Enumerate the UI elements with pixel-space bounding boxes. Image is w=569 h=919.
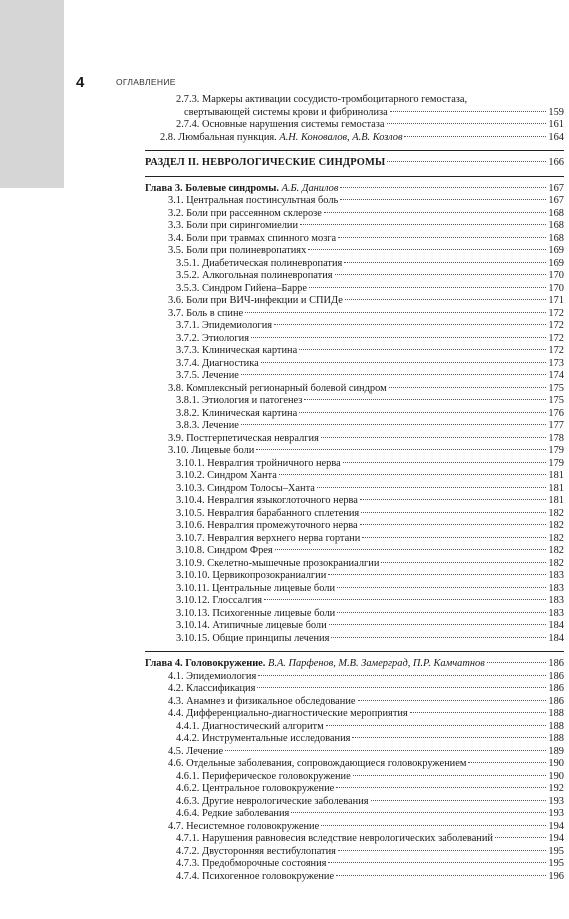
page-ref: 179 — [548, 457, 564, 469]
toc-entry-title: 4.2. Классификация — [168, 683, 256, 694]
page-ref: 164 — [548, 131, 564, 143]
page-ref: 172 — [548, 332, 564, 344]
running-head: ОГЛАВЛЕНИЕ — [116, 77, 176, 87]
authors: А.Н. Коновалов, А.В. Козлов — [279, 131, 403, 143]
toc-entry-title: 3.5. Боли при полиневропатиях — [168, 245, 307, 256]
leader-dots — [387, 123, 547, 124]
leader-dots — [258, 675, 546, 676]
page-ref: 183 — [548, 570, 564, 581]
toc-entry-title: 4.6.4. Редкие заболевания — [176, 808, 290, 819]
toc-entry[interactable] — [0, 533, 564, 546]
toc-entry[interactable] — [0, 608, 564, 621]
toc-entry-title: 3.10.5. Невралгия барабанного сплетения — [176, 507, 360, 519]
leader-dots — [387, 161, 546, 162]
leader-dots — [360, 524, 547, 525]
leader-dots — [274, 324, 546, 325]
toc-entry-title: 4.6. Отдельные заболевания, сопровождающиеся головокружением — [168, 758, 467, 769]
leader-dots — [241, 424, 547, 425]
toc-entry[interactable] — [0, 408, 564, 421]
toc-entry[interactable] — [0, 483, 564, 496]
page-ref: 190 — [548, 758, 564, 769]
toc-entry[interactable] — [0, 258, 564, 271]
page-ref: 183 — [548, 595, 564, 606]
toc-entry[interactable] — [0, 833, 564, 846]
toc-entry[interactable]: 2.8. Люмбальная пункция. А.Н. Коновалов, А.В. Козлов 164 — [160, 131, 564, 143]
toc-entry-title: 4.5. Лечение — [168, 745, 224, 757]
toc-entry-title: 3.4. Боли при травмах спинного мозга — [168, 232, 337, 244]
toc-entry[interactable] — [0, 320, 564, 333]
leader-dots — [344, 262, 546, 263]
leader-dots — [257, 687, 546, 688]
toc-entry-title: 3.10. Лицевые боли — [168, 445, 255, 456]
toc-entry-title: 3.8.2. Клиническая картина — [176, 407, 298, 419]
page-ref: 186 — [548, 658, 564, 669]
leader-dots — [338, 237, 546, 238]
page-ref: 169 — [548, 257, 564, 269]
toc-entry-title: 4.7.3. Предобморочные состояния — [176, 858, 327, 869]
toc-entry[interactable] — [0, 245, 564, 258]
page-ref: 188 — [548, 720, 564, 732]
toc-entry[interactable]: 2.7.3. Маркеры активации сосудисто-тромбоцитарного гемостаза, свертывающей системы крови и фибринолиза 159 — [176, 94, 564, 118]
leader-dots — [275, 549, 547, 550]
leader-dots — [361, 512, 546, 513]
leader-dots — [308, 249, 546, 250]
toc-entry-title: 3.5.1. Диабетическая полиневропатия — [176, 257, 343, 269]
toc-chapter-3[interactable]: Глава 3. Болевые синдромы. А.Б. Данилов 167 — [145, 182, 564, 194]
leader-dots — [328, 862, 546, 863]
leader-dots — [329, 624, 547, 625]
toc-entry[interactable] — [0, 270, 564, 283]
toc-entry[interactable] — [0, 358, 564, 371]
leader-dots — [338, 850, 546, 851]
toc-entry-title: 3.10.14. Атипичные лицевые боли — [176, 620, 327, 631]
toc-entry[interactable] — [0, 671, 564, 684]
leader-dots — [300, 224, 546, 225]
page-ref: 161 — [548, 119, 564, 130]
leader-dots — [340, 199, 546, 200]
toc-entry-title: 3.1. Центральная постинсультная боль — [168, 195, 339, 206]
page-ref: 181 — [548, 495, 564, 506]
leader-dots — [309, 287, 546, 288]
leader-dots — [360, 499, 547, 500]
toc-entry[interactable] — [0, 796, 564, 809]
leader-dots — [241, 374, 547, 375]
toc-section-2[interactable]: РАЗДЕЛ II. НЕВРОЛОГИЧЕСКИЕ СИНДРОМЫ 166 — [145, 157, 564, 168]
toc-entry-title: 4.4.1. Диагностический алгоритм — [176, 720, 324, 732]
leader-dots — [381, 562, 546, 563]
toc-entry-title: 4.7.1. Нарушения равновесия вследствие неврологических заболеваний — [176, 833, 493, 844]
page-ref: 169 — [548, 245, 564, 256]
leader-dots — [404, 136, 546, 137]
chapter-4-entries — [0, 671, 569, 884]
toc-entry-title: 3.8.1. Этиология и патогенез — [176, 395, 303, 406]
toc-entry-title: 3.10.15. Общие принципы лечения — [176, 632, 330, 644]
toc-entry[interactable] — [0, 708, 564, 721]
authors: А.Б. Данилов — [281, 182, 339, 194]
leader-dots — [335, 274, 547, 275]
page-ref: 194 — [548, 833, 564, 844]
toc-entry[interactable] — [0, 208, 564, 221]
toc-entry[interactable] — [0, 570, 564, 583]
leader-dots — [245, 312, 546, 313]
page-ref: 178 — [548, 432, 564, 444]
page-ref: 172 — [548, 307, 564, 319]
toc-entry-title: 3.10.12. Глоссалгия — [176, 595, 263, 606]
page-ref: 182 — [548, 545, 564, 556]
page-ref: 182 — [548, 532, 564, 544]
leader-dots — [317, 487, 547, 488]
leader-dots — [336, 787, 546, 788]
toc-entry[interactable] — [0, 558, 564, 571]
toc-entry[interactable] — [0, 283, 564, 296]
toc-entry-title: 3.10.10. Цервикопрозокраниалгии — [176, 570, 327, 581]
toc-entry-title: 3.7.4. Диагностика — [176, 357, 259, 369]
page-ref: 195 — [548, 858, 564, 869]
page-ref: 168 — [548, 220, 564, 231]
toc-entry[interactable] — [0, 858, 564, 871]
toc-entry[interactable] — [0, 733, 564, 746]
toc-entry[interactable] — [0, 420, 564, 433]
toc-entry[interactable] — [0, 620, 564, 633]
toc-entry[interactable] — [0, 520, 564, 533]
leader-dots — [328, 574, 546, 575]
page-ref: 172 — [548, 345, 564, 356]
toc-entry[interactable] — [0, 195, 564, 208]
leader-dots — [468, 762, 546, 763]
toc-entry[interactable] — [0, 771, 564, 784]
leader-dots — [343, 462, 547, 463]
page-ref: 174 — [548, 370, 564, 381]
toc-entry-title: 3.8.3. Лечение — [176, 420, 239, 431]
page-ref: 184 — [548, 632, 564, 644]
chapter-3-entries — [0, 195, 569, 645]
toc-entry-title: 3.5.3. Синдром Гийена–Барре — [176, 282, 307, 294]
toc-entry[interactable] — [0, 470, 564, 483]
leader-dots — [390, 111, 547, 112]
page-ref: 188 — [548, 708, 564, 719]
toc-entry-title: 3.7.2. Этиология — [176, 332, 249, 344]
toc-entry-title: 4.7.4. Психогенное головокружение — [176, 870, 335, 882]
toc-entry-title: 3.10.8. Синдром Фрея — [176, 545, 273, 556]
page-ref: 170 — [548, 282, 564, 294]
page-ref: 173 — [548, 357, 564, 369]
toc-entry-title: 3.3. Боли при сирингомиелии — [168, 220, 299, 231]
toc-entry-title: 3.9. Постгерпетическая невралгия — [168, 432, 319, 444]
toc-entry[interactable] — [0, 783, 564, 796]
page-ref: 177 — [548, 420, 564, 431]
page-ref: 183 — [548, 607, 564, 619]
leader-dots — [353, 775, 547, 776]
page-ref: 175 — [548, 382, 564, 394]
leader-dots — [321, 825, 546, 826]
toc-entry-title: 3.6. Боли при ВИЧ-инфекции и СПИДе — [168, 295, 343, 306]
leader-dots — [225, 750, 546, 751]
leader-dots — [362, 537, 546, 538]
toc-entry-title: 4.7.2. Двусторонняя вестибулопатия — [176, 845, 336, 857]
leader-dots — [324, 212, 547, 213]
page-ref: 166 — [548, 157, 564, 168]
toc-entry[interactable] — [0, 220, 564, 233]
page-ref: 192 — [548, 783, 564, 794]
leader-dots — [487, 662, 547, 663]
toc-entry-title: 4.1. Эпидемиология — [168, 670, 257, 682]
toc-entry-title: 3.10.9. Скелетно-мышечные прозокраниалгии — [176, 557, 380, 569]
leader-dots — [299, 412, 546, 413]
toc-entry[interactable] — [0, 821, 564, 834]
page-ref: 193 — [548, 808, 564, 819]
leader-dots — [358, 700, 547, 701]
leader-dots — [389, 387, 547, 388]
toc-entry[interactable] — [0, 395, 564, 408]
leader-dots — [337, 587, 546, 588]
page-ref: 170 — [548, 270, 564, 281]
page-ref: 182 — [548, 520, 564, 531]
toc-entry-title: 3.7. Боль в спине — [168, 307, 244, 319]
toc-entry[interactable] — [0, 871, 564, 884]
page-ref: 172 — [548, 320, 564, 331]
leader-dots — [326, 725, 547, 726]
leader-dots — [264, 599, 546, 600]
leader-dots — [291, 812, 546, 813]
page-ref: 186 — [548, 670, 564, 682]
page-ref: 188 — [548, 733, 564, 744]
toc-entry-title: 4.4.2. Инструментальные исследования — [176, 733, 351, 744]
page-ref: 167 — [548, 182, 564, 194]
page-ref: 168 — [548, 232, 564, 244]
leader-dots — [331, 637, 546, 638]
toc-entry[interactable] — [0, 458, 564, 471]
table-of-contents — [0, 94, 569, 883]
toc-entry[interactable] — [0, 746, 564, 759]
leader-dots — [256, 449, 546, 450]
toc-entry[interactable] — [0, 370, 564, 383]
leader-dots — [371, 800, 547, 801]
toc-entry-title: 3.10.2. Синдром Ханта — [176, 470, 277, 481]
toc-entry-title: 3.7.1. Эпидемиология — [176, 320, 273, 331]
toc-entry-title: 4.4. Дифференциально-диагностические мероприятия — [168, 708, 408, 719]
page-ref: 176 — [548, 407, 564, 419]
toc-entry-title: 4.6.3. Другие неврологические заболевания — [176, 795, 369, 807]
leader-dots — [261, 362, 547, 363]
page-ref: 195 — [548, 845, 564, 857]
page-ref: 171 — [548, 295, 564, 306]
toc-entry[interactable] — [0, 595, 564, 608]
page-ref: 167 — [548, 195, 564, 206]
toc-entry[interactable] — [0, 295, 564, 308]
toc-entry-title: 3.5.2. Алкогольная полиневропатия — [176, 270, 333, 281]
page-ref: 182 — [548, 507, 564, 519]
toc-entry[interactable] — [0, 308, 564, 321]
toc-entry-title: 4.7. Несистемное головокружение — [168, 820, 320, 832]
toc-entry-title: 3.7.5. Лечение — [176, 370, 239, 381]
leader-dots — [337, 612, 546, 613]
leader-dots — [304, 399, 546, 400]
toc-entry[interactable] — [0, 721, 564, 734]
page-ref: 189 — [548, 745, 564, 757]
page-ref: 181 — [548, 482, 564, 494]
leader-dots — [495, 837, 546, 838]
leader-dots — [251, 337, 546, 338]
page-ref: 175 — [548, 395, 564, 406]
page-ref: 194 — [548, 820, 564, 832]
toc-entry[interactable] — [0, 495, 564, 508]
toc-entry-title: 3.10.13. Психогенные лицевые боли — [176, 607, 336, 619]
toc-chapter-4[interactable]: Глава 4. Головокружение. В.А. Парфенов, М.В. Замерград, П.Р. Камчатнов 186 — [145, 658, 564, 669]
toc-entry[interactable] — [0, 633, 564, 646]
toc-entry[interactable] — [0, 545, 564, 558]
toc-entry-title: 3.7.3. Клиническая картина — [176, 345, 298, 356]
authors: В.А. Парфенов, М.В. Замерград, П.Р. Камчатнов — [268, 658, 485, 669]
toc-entry-title: 3.8. Комплексный регионарный болевой синдром — [168, 382, 387, 394]
leader-dots — [321, 437, 547, 438]
toc-entry[interactable] — [0, 683, 564, 696]
leader-dots — [345, 299, 547, 300]
toc-entry-title: 3.10.11. Центральные лицевые боли — [176, 582, 336, 594]
toc-entry[interactable] — [0, 583, 564, 596]
page-ref: 182 — [548, 557, 564, 569]
page-ref: 196 — [548, 870, 564, 882]
toc-entry[interactable] — [0, 846, 564, 859]
toc-entry[interactable] — [0, 345, 564, 358]
toc-entry-title: 4.6.2. Центральное головокружение — [176, 783, 335, 794]
leader-dots — [352, 737, 546, 738]
toc-entry[interactable] — [0, 233, 564, 246]
toc-entry[interactable]: 2.7.4. Основные нарушения системы гемостаза 161 — [176, 119, 564, 130]
page-ref: 186 — [548, 695, 564, 707]
toc-entry-title: 3.2. Боли при рассеянном склерозе — [168, 207, 322, 219]
toc-entry-title: 3.10.1. Невралгия тройничного нерва — [176, 457, 341, 469]
toc-entry-title: 4.3. Анамнез и физикальное обследование — [168, 695, 356, 707]
toc-entry[interactable] — [0, 758, 564, 771]
leader-dots — [340, 187, 546, 188]
toc-entry[interactable] — [0, 383, 564, 396]
toc-entry[interactable] — [0, 445, 564, 458]
page-ref: 186 — [548, 683, 564, 694]
page-ref: 181 — [548, 470, 564, 481]
toc-entry[interactable] — [0, 333, 564, 346]
leader-dots — [410, 712, 547, 713]
toc-entry[interactable] — [0, 696, 564, 709]
page-ref: 184 — [548, 620, 564, 631]
page-ref: 183 — [548, 582, 564, 594]
page-ref: 159 — [548, 106, 564, 118]
toc-entry[interactable] — [0, 433, 564, 446]
toc-entry[interactable] — [0, 808, 564, 821]
page-number: 4 — [76, 74, 85, 91]
toc-entry[interactable] — [0, 508, 564, 521]
toc-entry-title: 3.10.4. Невралгия языкоглоточного нерва — [176, 495, 358, 506]
leader-dots — [279, 474, 547, 475]
toc-entry-title: 3.10.3. Синдром Толосы–Ханта — [176, 482, 315, 494]
toc-entry-title: 3.10.6. Невралгия промежуточного нерва — [176, 520, 358, 531]
page-ref: 179 — [548, 445, 564, 456]
leader-dots — [299, 349, 546, 350]
toc-entry-title: 3.10.7. Невралгия верхнего нерва гортани — [176, 532, 361, 544]
page-ref: 193 — [548, 795, 564, 807]
page-ref: 190 — [548, 770, 564, 782]
page-ref: 168 — [548, 207, 564, 219]
toc-entry-title: 4.6.1. Периферическое головокружение — [176, 770, 351, 782]
leader-dots — [336, 875, 546, 876]
